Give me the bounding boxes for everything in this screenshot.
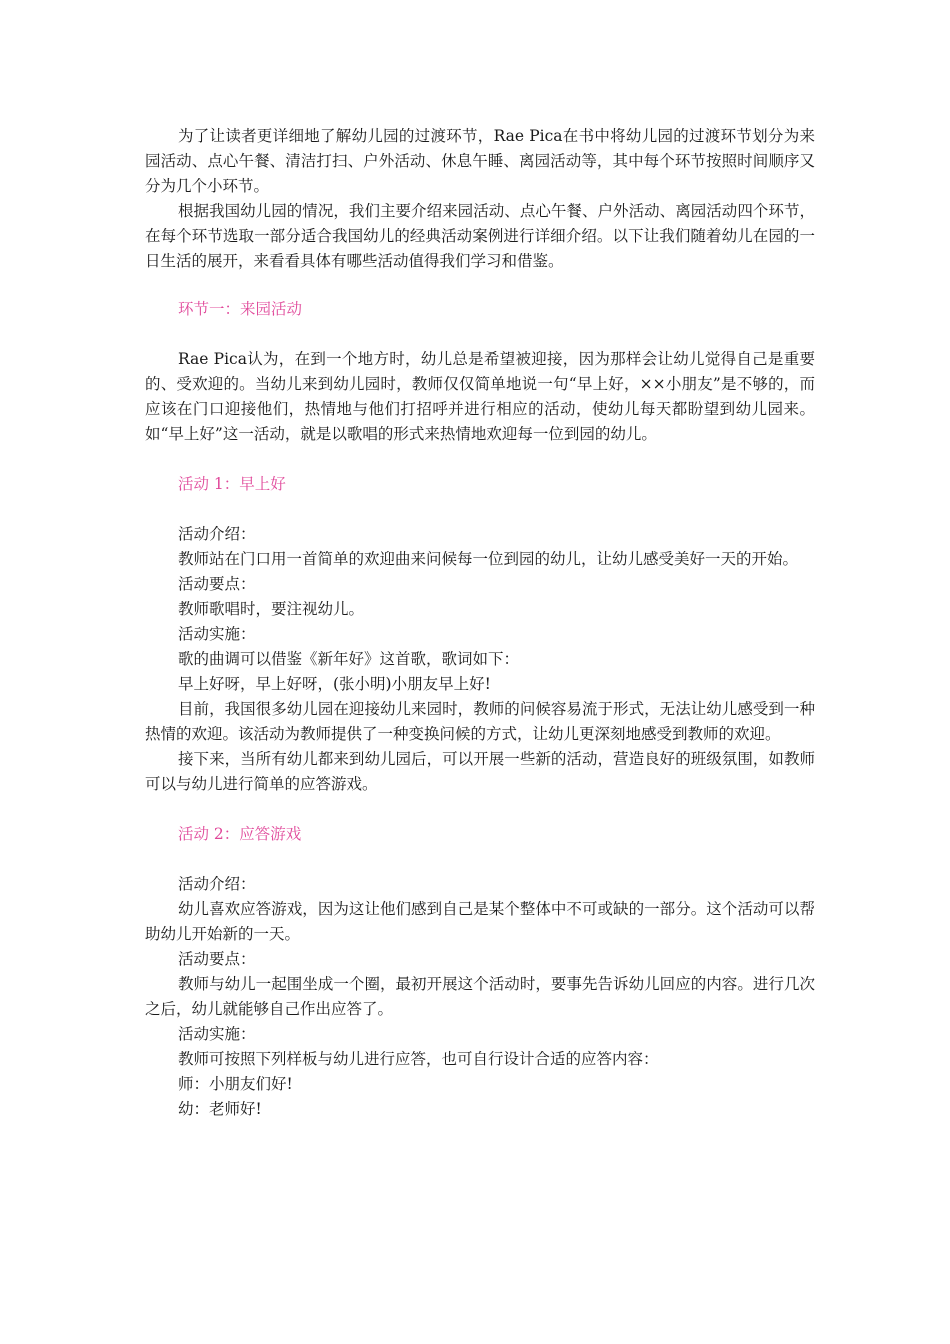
activity1-impl-text-1: 歌的曲调可以借鉴《新年好》这首歌，歌词如下： <box>178 650 520 668</box>
intro-paragraph-2: 根据我国幼儿园的情况，我们主要介绍来园活动、点心午餐、户外活动、离园活动四个环节，在每个环节选取一部分适合我国幼儿的经典活动案例进行详细介绍。以下让我们随着幼儿在园的一日生活的展开，来看看具体有哪些活动值得我们学习和借鉴。 <box>145 202 815 270</box>
document-page <box>145 124 815 1122</box>
activity1-heading: 活动 1：早上好 <box>178 475 286 493</box>
activity2-points-text: 教师与幼儿一起围坐成一个圈，最初开展这个活动时，要事先告诉幼儿回应的内容。进行几次之后，幼儿就能够自己作出应答了。 <box>145 975 815 1018</box>
activity2-impl-text-1: 教师可按照下列样板与幼儿进行应答，也可自行设计合适的应答内容： <box>178 1050 659 1068</box>
intro-paragraph-1: 为了让读者更详细地了解幼儿园的过渡环节，Rae Pica在书中将幼儿园的过渡环节划分为来园活动、点心午餐、清洁打扫、户外活动、休息午睡、离园活动等，其中每个环节按照时间顺序又分为几个小环节。 <box>145 127 815 195</box>
activity2-dialog-children: 幼：老师好! <box>178 1100 262 1118</box>
activity1-lyrics: 早上好呀，早上好呀，(张小明)小朋友早上好! <box>178 675 491 693</box>
activity1-impl-text-3: 目前，我国很多幼儿园在迎接幼儿来园时，教师的问候容易流于形式，无法让幼儿感受到一种热情的欢迎。该活动为教师提供了一种变换问候的方式，让幼儿更深刻地感受到教师的欢迎。 <box>145 700 815 743</box>
activity1-intro-label: 活动介绍： <box>178 525 256 543</box>
section-heading-arrival: 环节一：来园活动 <box>178 300 303 318</box>
activity1-impl-label: 活动实施： <box>178 625 256 643</box>
activity2-points-label: 活动要点： <box>178 950 256 968</box>
activity1-points-text: 教师歌唱时，要注视幼儿。 <box>178 600 365 618</box>
activity2-impl-label: 活动实施： <box>178 1025 256 1043</box>
activity2-intro-text: 幼儿喜欢应答游戏，因为这让他们感到自己是某个整体中不可或缺的一部分。这个活动可以帮助幼儿开始新的一天。 <box>145 900 815 943</box>
activity1-impl-text-4: 接下来，当所有幼儿都来到幼儿园后，可以开展一些新的活动，营造良好的班级氛围，如教师可以与幼儿进行简单的应答游戏。 <box>145 750 815 793</box>
activity2-intro-label: 活动介绍： <box>178 875 256 893</box>
activity2-dialog-teacher: 师：小朋友们好! <box>178 1075 293 1093</box>
activity2-heading: 活动 2：应答游戏 <box>178 825 302 843</box>
activity1-intro-text: 教师站在门口用一首简单的欢迎曲来问候每一位到园的幼儿，让幼儿感受美好一天的开始。 <box>178 550 799 568</box>
activity1-points-label: 活动要点： <box>178 575 256 593</box>
section1-paragraph: Rae Pica认为，在到一个地方时，幼儿总是希望被迎接，因为那样会让幼儿觉得自己是重要的、受欢迎的。当幼儿来到幼儿园时，教师仅仅简单地说一句“早上好，××小朋友”是不够的，而应该在门口迎接他们，热情地与他们打招呼并进行相应的活动，使幼儿每天都盼望到幼儿园来。如“早上好”这一活动，就是以歌唱的形式来热情地欢迎每一位到园的幼儿。 <box>145 350 815 443</box>
